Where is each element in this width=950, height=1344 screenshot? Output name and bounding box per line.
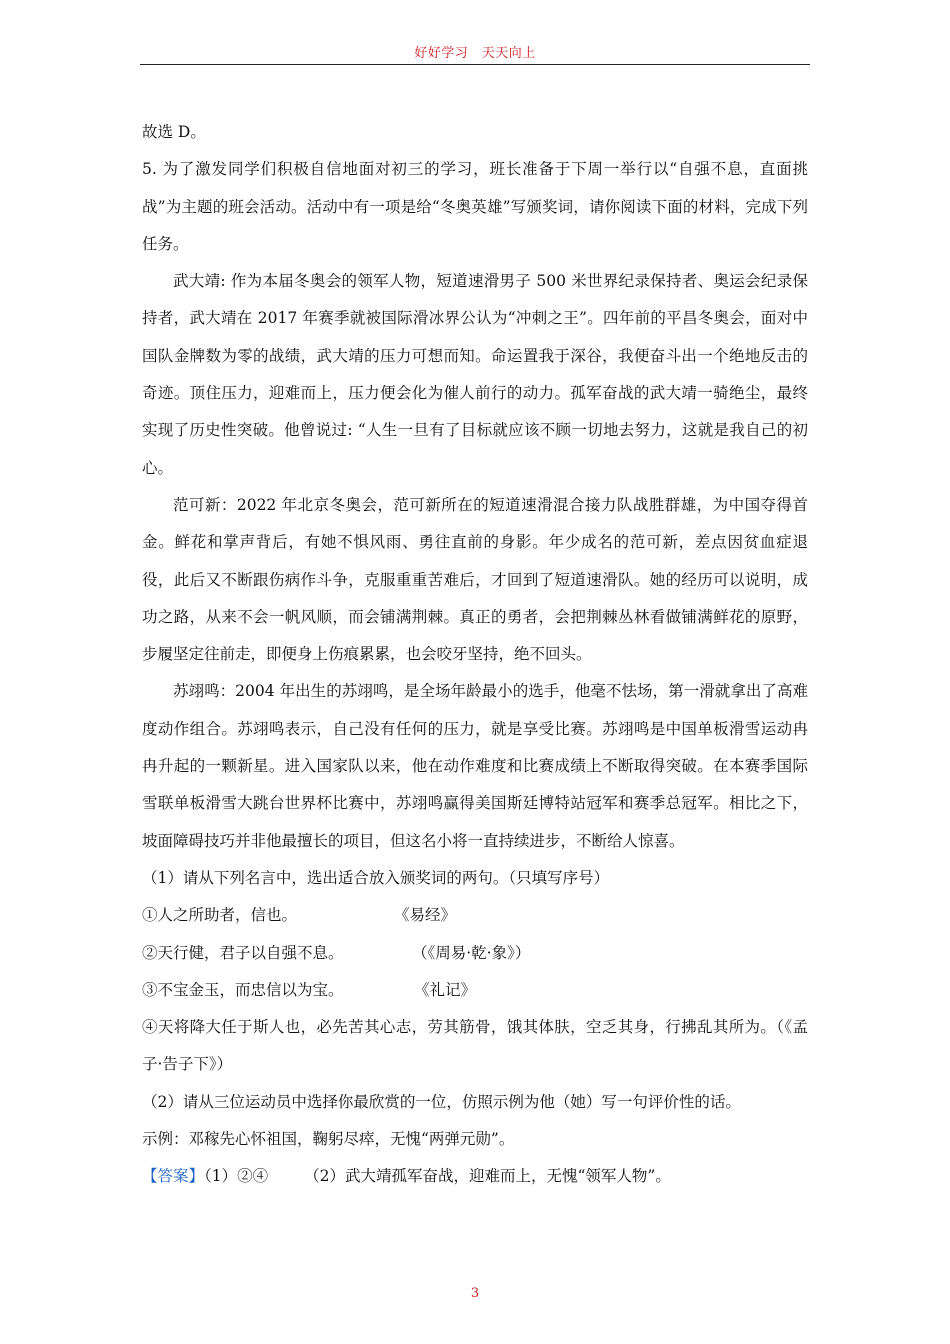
example-line: 示例：邓稼先心怀祖国，鞠躬尽瘁，无愧“两弹元勋”。 <box>142 1130 515 1149</box>
passage-fan-kexin: 范可新：2022 年北京冬奥会，范可新所在的短道速滑混合接力队战胜群雄，为中国夺得首金。鲜花和掌声背后，有她不惧风雨、勇往直前的身影。年少成名的范可新，差点因贫血症退役，此后又不断跟伤病作斗争，克服重重苦难后，才回到了短道速滑队。她的经历可以说明，成功之路，从来不会一帆风顺，而会铺满荆棘。真正的勇者，会把荆棘丛林看做铺满鲜花的原野，步履坚定往前走，即便身上伤痕累累，也会咬牙坚持，绝不回头。 <box>142 495 808 664</box>
option-1-quote: ①人之所助者，信也。 <box>142 906 298 925</box>
answer-line <box>142 1158 808 1195</box>
answer-part-2: （2）武大靖孤军奋战，迎难而上，无愧“领军人物”。 <box>304 1167 671 1186</box>
header-divider <box>140 64 810 65</box>
option-2-source: （《周易·乾·象》） <box>412 943 531 962</box>
answer-tag: 【答案】 <box>142 1167 205 1186</box>
task-1-prompt: （1）请从下列名言中，选出适合放入颁奖词的两句。（只填写序号） <box>142 868 610 887</box>
page-header: 好好学习 天天向上 <box>414 46 536 61</box>
option-2-quote: ②天行健，君子以自强不息。 <box>142 943 344 962</box>
option-3 <box>142 972 808 1009</box>
option-3-quote: ③不宝金玉，而忠信以为宝。 <box>142 980 344 999</box>
answer-part-1: （1）②④ <box>204 1167 269 1186</box>
previous-answer-line: 故选 D。 <box>142 123 206 141</box>
page-number: 3 <box>470 1286 480 1301</box>
option-3-source: 《礼记》 <box>414 980 477 999</box>
option-4: ④天将降大任于斯人也，必先苦其心志，劳其筋骨，饿其体肤，空乏其身，行拂乱其所为。（《孟子·告子下》） <box>142 1018 808 1074</box>
option-2 <box>142 935 808 972</box>
passage-wu-dajing: 武大靖: 作为本届冬奥会的领军人物，短道速滑男子 500 米世界纪录保持者、奥运会纪录保持者，武大靖在 2017 年赛季就被国际滑冰界公认为“冲刺之王”。四年前的平昌冬奥会，面对中国队金牌数为零的战绩，武大靖的压力可想而知。命运置我于深谷，我便奋斗出一个绝地反击的奇迹。顶住压力，迎难而上，压力便会化为催人前行的动力。孤军奋战的武大靖一骑绝尘，最终实现了历史性突破。他曾说过: “人生一旦有了目标就应该不顾一切地去努力，这就是我自己的初心。 <box>142 272 808 477</box>
option-1-source: 《易经》 <box>394 906 457 925</box>
task-2-prompt: （2）请从三位运动员中选择你最欣赏的一位，仿照示例为他（她）写一句评价性的话。 <box>142 1092 741 1111</box>
document-body <box>142 114 808 1196</box>
option-1 <box>142 897 808 934</box>
passage-su-yiming: 苏翊鸣：2004 年出生的苏翊鸣，是全场年龄最小的选手，他毫不怯场，第一滑就拿出了高难度动作组合。苏翊鸣表示，自己没有任何的压力，就是享受比赛。苏翊鸣是中国单板滑雪运动冉冉升起的一颗新星。进入国家队以来，他在动作难度和比赛成绩上不断取得突破。在本赛季国际雪联单板滑雪大跳台世界杯比赛中，苏翊鸣赢得美国斯廷博特站冠军和赛季总冠军。相比之下，坡面障碍技巧并非他最擅长的项目，但这名小将一直持续进步，不断给人惊喜。 <box>142 682 808 850</box>
question-5-stem: 5. 为了激发同学们积极自信地面对初三的学习，班长准备于下周一举行以“自强不息，直面挑战”为主题的班会活动。活动中有一项是给“冬奥英雄”写颁奖词，请你阅读下面的材料，完成下列任务。 <box>142 160 808 253</box>
